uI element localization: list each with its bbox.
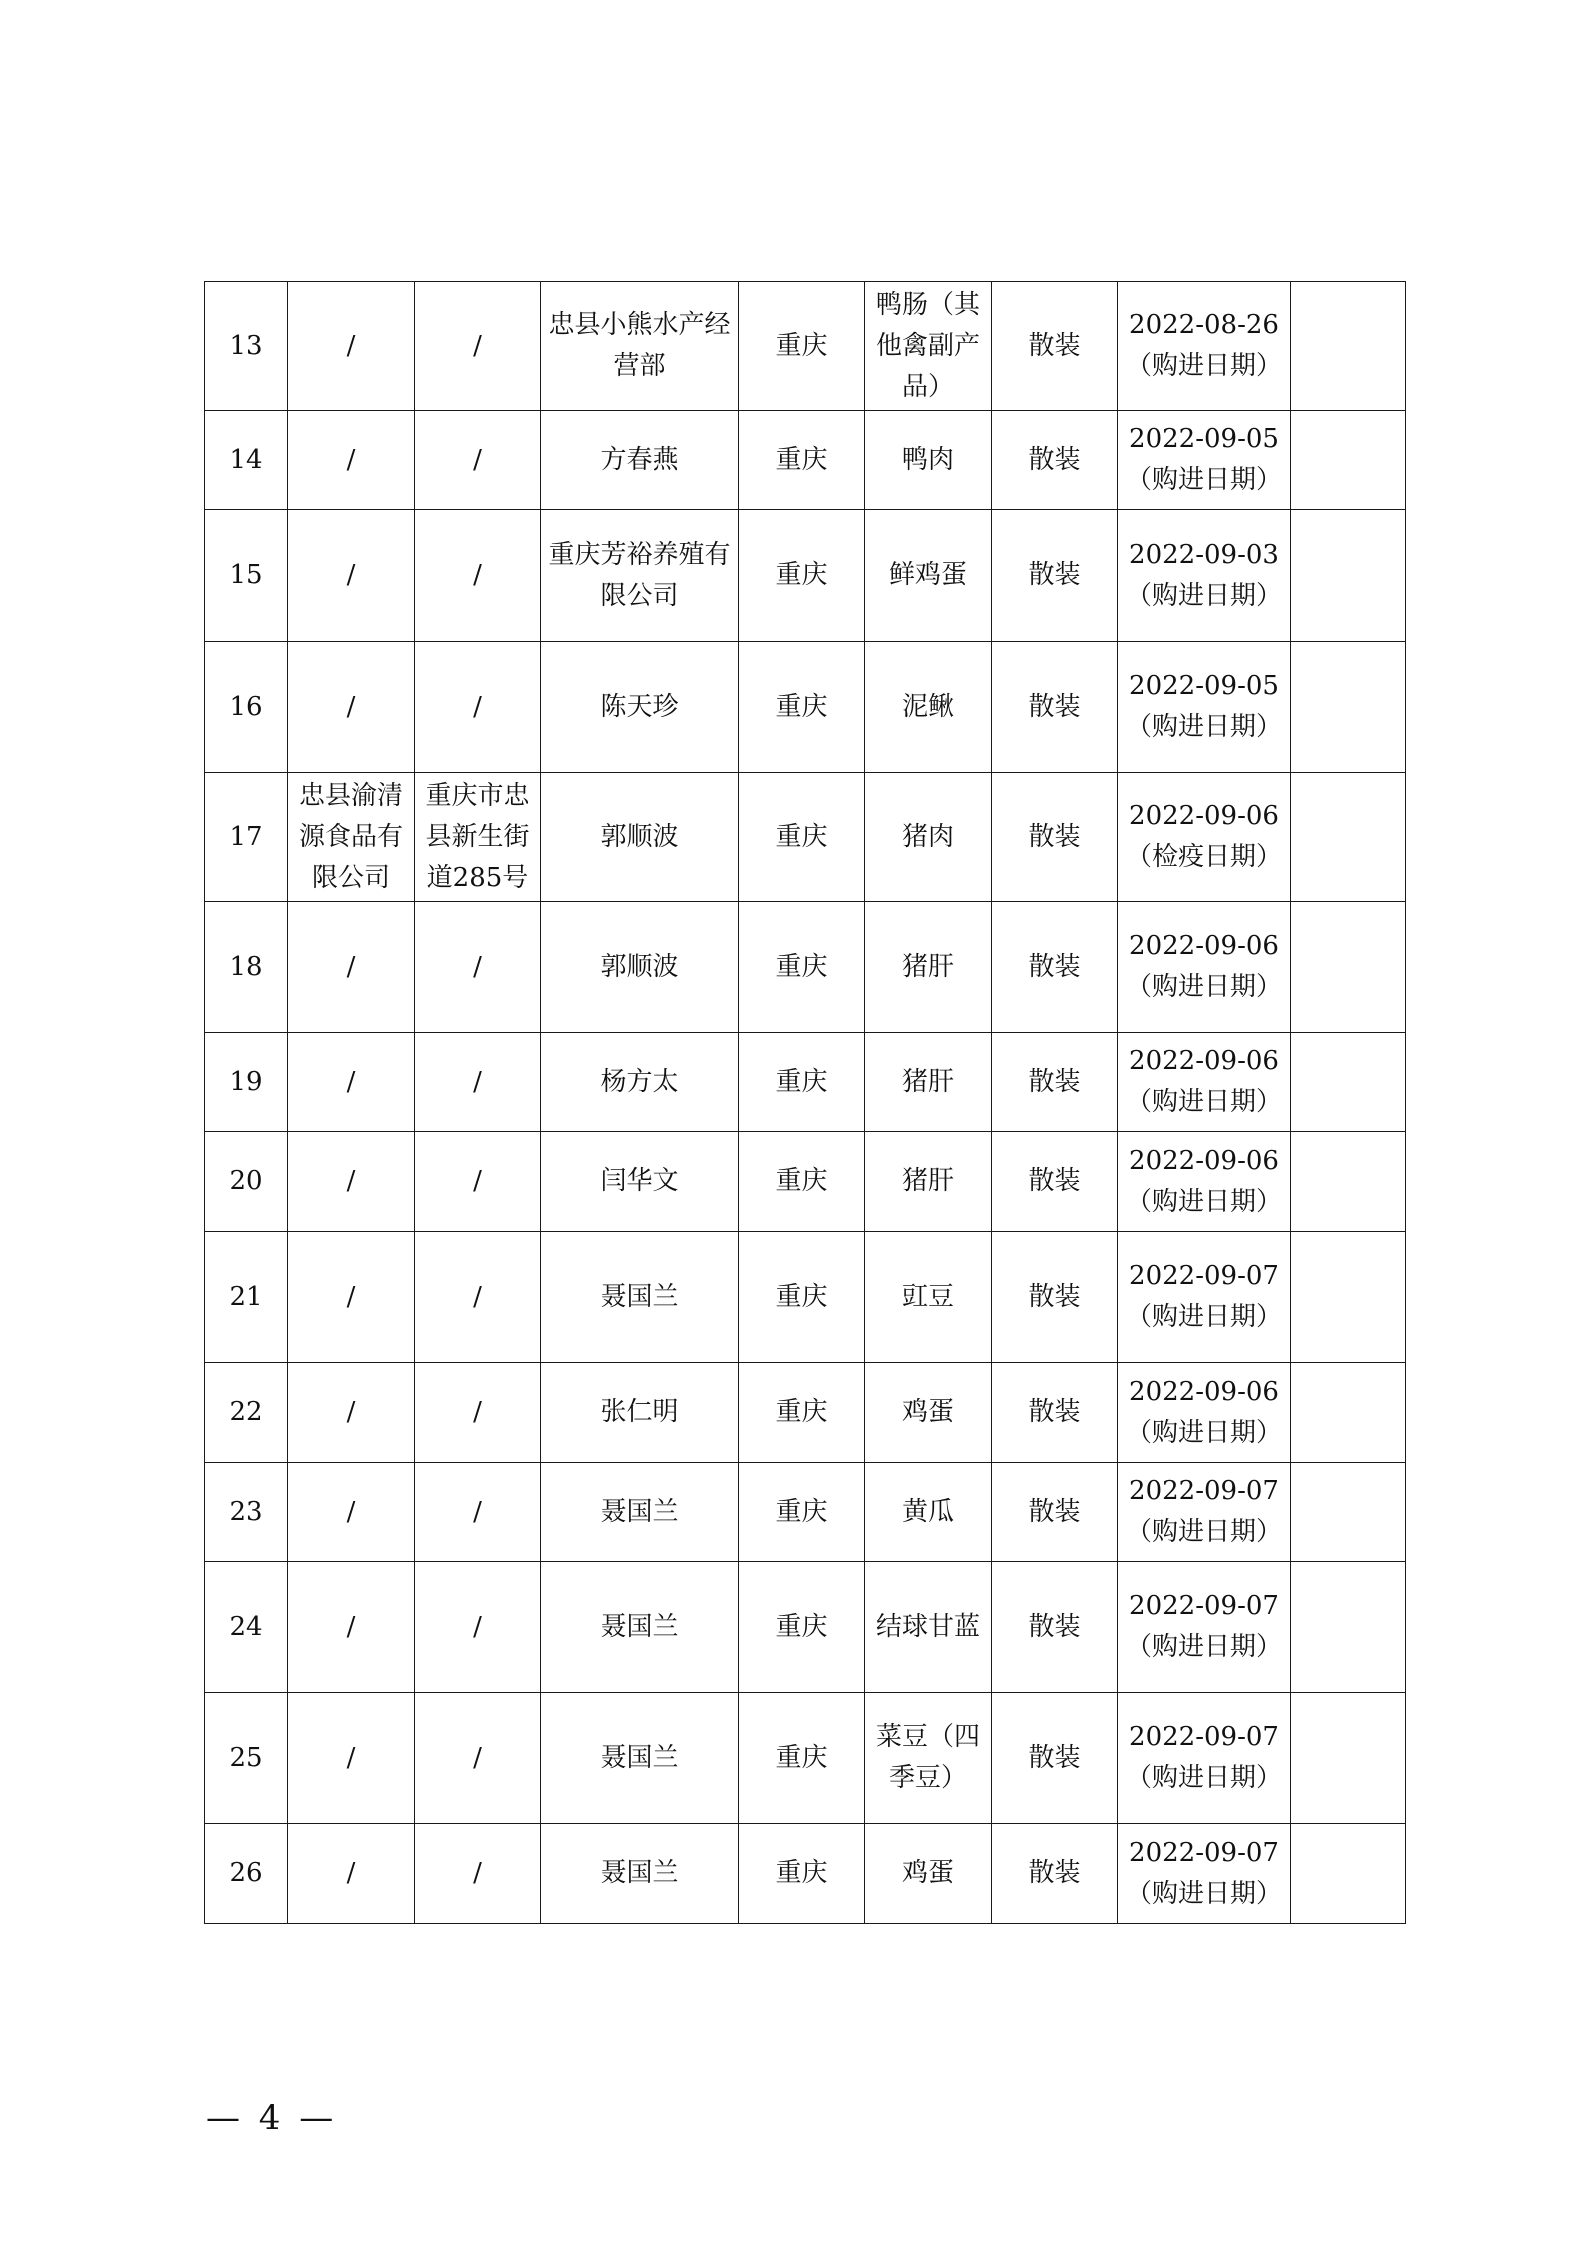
date-value: 2022-09-06	[1129, 801, 1279, 831]
producer-name: /	[288, 1363, 415, 1463]
seller-name: 聂国兰	[541, 1824, 739, 1924]
region: 重庆	[739, 1232, 865, 1363]
food-name: 豇豆	[865, 1232, 992, 1363]
date-type: （购进日期）	[1125, 1417, 1282, 1448]
seller-name: 闫华文	[541, 1132, 739, 1232]
date-value: 2022-09-06	[1129, 931, 1279, 961]
date-cell	[1118, 902, 1291, 1033]
producer-address: /	[415, 642, 541, 773]
note-cell	[1291, 1232, 1406, 1363]
row-number: 22	[205, 1363, 288, 1463]
table-row	[205, 773, 1406, 902]
table-row	[205, 1824, 1406, 1924]
sampling-results-table	[204, 281, 1406, 1924]
table-row	[205, 411, 1406, 510]
specification: 散装	[992, 642, 1118, 773]
row-number: 14	[205, 411, 288, 510]
food-name: 鸡蛋	[865, 1363, 992, 1463]
producer-name: /	[288, 1232, 415, 1363]
date-value: 2022-09-07	[1129, 1722, 1279, 1752]
row-number: 24	[205, 1562, 288, 1693]
region: 重庆	[739, 282, 865, 411]
date-value: 2022-09-07	[1129, 1591, 1279, 1621]
note-cell	[1291, 902, 1406, 1033]
sampling-table-container	[204, 281, 1405, 1924]
date-type: （检疫日期）	[1125, 842, 1282, 872]
seller-name: 方春燕	[541, 411, 739, 510]
date-value: 2022-09-07	[1129, 1476, 1279, 1506]
note-cell	[1291, 773, 1406, 902]
seller-name: 陈天珍	[541, 642, 739, 773]
region: 重庆	[739, 510, 865, 642]
table-row	[205, 642, 1406, 773]
region: 重庆	[739, 1562, 865, 1693]
producer-name: /	[288, 1562, 415, 1693]
note-cell	[1291, 1463, 1406, 1562]
seller-name: 忠县小熊水产经营部	[541, 282, 739, 411]
seller-name: 聂国兰	[541, 1562, 739, 1693]
note-cell	[1291, 282, 1406, 411]
date-cell	[1118, 1693, 1291, 1824]
food-name: 鲜鸡蛋	[865, 510, 992, 642]
producer-name: /	[288, 642, 415, 773]
date-type: （购进日期）	[1125, 1878, 1282, 1909]
date-type: （购进日期）	[1125, 1302, 1282, 1332]
seller-name: 聂国兰	[541, 1463, 739, 1562]
seller-name: 聂国兰	[541, 1232, 739, 1363]
specification: 散装	[992, 1033, 1118, 1132]
date-value: 2022-08-26	[1129, 310, 1279, 340]
date-type: （购进日期）	[1125, 580, 1282, 611]
date-cell	[1118, 510, 1291, 642]
note-cell	[1291, 1693, 1406, 1824]
seller-name: 郭顺波	[541, 902, 739, 1033]
producer-address: /	[415, 1363, 541, 1463]
producer-name: /	[288, 1132, 415, 1232]
date-type: （购进日期）	[1125, 1632, 1282, 1662]
date-cell	[1118, 282, 1291, 411]
producer-name: 忠县渝清源食品有限公司	[288, 773, 415, 902]
row-number: 26	[205, 1824, 288, 1924]
table-row	[205, 1693, 1406, 1824]
date-value: 2022-09-06	[1129, 1145, 1279, 1176]
food-name: 结球甘蓝	[865, 1562, 992, 1693]
row-number: 16	[205, 642, 288, 773]
row-number: 13	[205, 282, 288, 411]
row-number: 19	[205, 1033, 288, 1132]
row-number: 20	[205, 1132, 288, 1232]
region: 重庆	[739, 642, 865, 773]
region: 重庆	[739, 1033, 865, 1132]
table-row	[205, 510, 1406, 642]
date-cell	[1118, 1132, 1291, 1232]
date-value: 2022-09-07	[1129, 1261, 1279, 1291]
date-cell	[1118, 773, 1291, 902]
food-name: 鸭肠（其他禽副产品）	[865, 282, 992, 411]
producer-name: /	[288, 411, 415, 510]
date-value: 2022-09-05	[1129, 671, 1279, 701]
producer-name: /	[288, 1693, 415, 1824]
page-number: — 4 —	[206, 2098, 338, 2138]
date-value: 2022-09-06	[1129, 1376, 1279, 1407]
specification: 散装	[992, 1824, 1118, 1924]
table-row	[205, 1363, 1406, 1463]
producer-address: /	[415, 411, 541, 510]
seller-name: 郭顺波	[541, 773, 739, 902]
row-number: 18	[205, 902, 288, 1033]
producer-address: /	[415, 282, 541, 411]
row-number: 17	[205, 773, 288, 902]
date-cell	[1118, 1562, 1291, 1693]
region: 重庆	[739, 1132, 865, 1232]
date-type: （购进日期）	[1125, 712, 1282, 742]
row-number: 15	[205, 510, 288, 642]
table-row	[205, 1033, 1406, 1132]
date-type: （购进日期）	[1125, 1517, 1282, 1547]
specification: 散装	[992, 411, 1118, 510]
producer-address: /	[415, 1824, 541, 1924]
region: 重庆	[739, 902, 865, 1033]
note-cell	[1291, 1562, 1406, 1693]
food-name: 菜豆（四季豆）	[865, 1693, 992, 1824]
region: 重庆	[739, 411, 865, 510]
date-type: （购进日期）	[1125, 1087, 1282, 1117]
date-type: （购进日期）	[1125, 1763, 1282, 1793]
seller-name: 聂国兰	[541, 1693, 739, 1824]
table-row	[205, 282, 1406, 411]
food-name: 泥鳅	[865, 642, 992, 773]
food-name: 猪肝	[865, 902, 992, 1033]
date-cell	[1118, 1363, 1291, 1463]
row-number: 23	[205, 1463, 288, 1562]
table-row	[205, 1463, 1406, 1562]
food-name: 猪肝	[865, 1033, 992, 1132]
table-row	[205, 1132, 1406, 1232]
specification: 散装	[992, 282, 1118, 411]
producer-name: /	[288, 510, 415, 642]
date-cell	[1118, 1824, 1291, 1924]
date-cell	[1118, 1232, 1291, 1363]
producer-address: /	[415, 1693, 541, 1824]
producer-address: /	[415, 1132, 541, 1232]
specification: 散装	[992, 510, 1118, 642]
note-cell	[1291, 1824, 1406, 1924]
seller-name: 杨方太	[541, 1033, 739, 1132]
date-value: 2022-09-05	[1129, 424, 1279, 454]
date-cell	[1118, 411, 1291, 510]
note-cell	[1291, 642, 1406, 773]
food-name: 猪肉	[865, 773, 992, 902]
region: 重庆	[739, 1463, 865, 1562]
date-type: （购进日期）	[1125, 1186, 1282, 1217]
seller-name: 张仁明	[541, 1363, 739, 1463]
specification: 散装	[992, 1232, 1118, 1363]
table-body	[205, 282, 1406, 1924]
table-row	[205, 1232, 1406, 1363]
table-row	[205, 1562, 1406, 1693]
row-number: 25	[205, 1693, 288, 1824]
date-type: （购进日期）	[1125, 465, 1282, 495]
note-cell	[1291, 411, 1406, 510]
producer-address: /	[415, 1033, 541, 1132]
date-type: （购进日期）	[1125, 972, 1282, 1002]
specification: 散装	[992, 1132, 1118, 1232]
region: 重庆	[739, 1693, 865, 1824]
specification: 散装	[992, 1363, 1118, 1463]
food-name: 猪肝	[865, 1132, 992, 1232]
producer-address: 重庆市忠县新生街道285号	[415, 773, 541, 902]
food-name: 黄瓜	[865, 1463, 992, 1562]
specification: 散装	[992, 1693, 1118, 1824]
producer-name: /	[288, 1824, 415, 1924]
producer-address: /	[415, 510, 541, 642]
producer-name: /	[288, 1033, 415, 1132]
note-cell	[1291, 510, 1406, 642]
note-cell	[1291, 1363, 1406, 1463]
region: 重庆	[739, 1824, 865, 1924]
producer-address: /	[415, 1463, 541, 1562]
food-name: 鸭肉	[865, 411, 992, 510]
producer-name: /	[288, 1463, 415, 1562]
producer-address: /	[415, 1562, 541, 1693]
producer-address: /	[415, 902, 541, 1033]
date-value: 2022-09-06	[1129, 1046, 1279, 1076]
seller-name: 重庆芳裕养殖有限公司	[541, 510, 739, 642]
date-cell	[1118, 1033, 1291, 1132]
producer-address: /	[415, 1232, 541, 1363]
producer-name: /	[288, 902, 415, 1033]
specification: 散装	[992, 902, 1118, 1033]
specification: 散装	[992, 1562, 1118, 1693]
note-cell	[1291, 1132, 1406, 1232]
note-cell	[1291, 1033, 1406, 1132]
date-value: 2022-09-07	[1129, 1837, 1279, 1868]
food-name: 鸡蛋	[865, 1824, 992, 1924]
date-cell	[1118, 1463, 1291, 1562]
table-row	[205, 902, 1406, 1033]
region: 重庆	[739, 773, 865, 902]
specification: 散装	[992, 1463, 1118, 1562]
date-value: 2022-09-03	[1129, 539, 1279, 570]
producer-name: /	[288, 282, 415, 411]
date-cell	[1118, 642, 1291, 773]
region: 重庆	[739, 1363, 865, 1463]
specification: 散装	[992, 773, 1118, 902]
row-number: 21	[205, 1232, 288, 1363]
date-type: （购进日期）	[1125, 351, 1282, 381]
